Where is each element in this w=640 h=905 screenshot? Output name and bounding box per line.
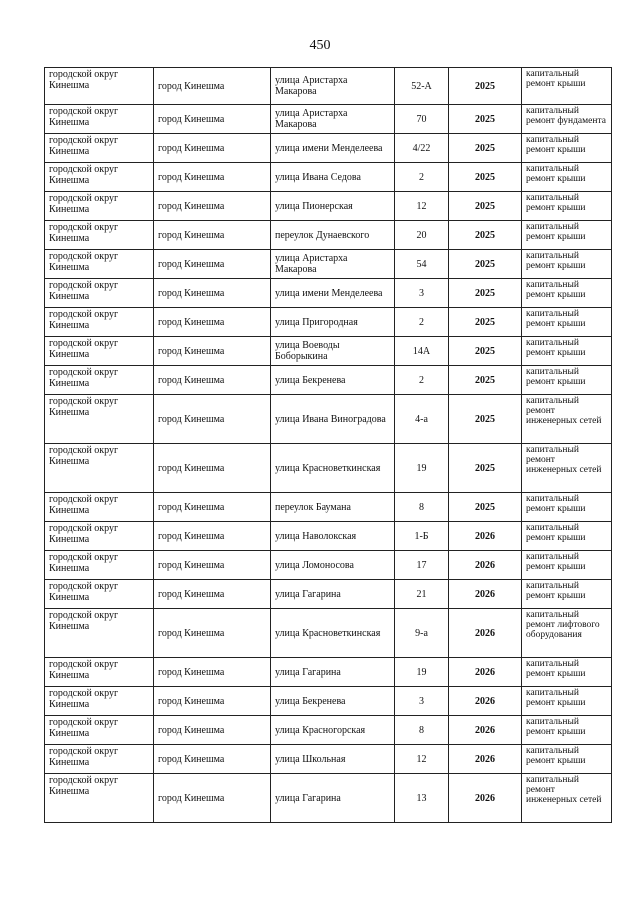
house-number-cell: 8 (395, 716, 449, 745)
city-cell: город Кинешма (154, 105, 271, 134)
district-cell: городской округ Кинешма (45, 250, 154, 279)
city-cell: город Кинешма (154, 609, 271, 658)
city-cell: город Кинешма (154, 745, 271, 774)
work-type-cell: капитальный ремонт крыши (522, 163, 612, 192)
district-cell: городской округ Кинешма (45, 580, 154, 609)
work-type-cell: капитальный ремонт крыши (522, 522, 612, 551)
table-row (45, 444, 612, 493)
table-row (45, 580, 612, 609)
repair-schedule-table (44, 67, 612, 823)
work-type-cell: капитальный ремонт крыши (522, 308, 612, 337)
city-cell: город Кинешма (154, 192, 271, 221)
table-row (45, 163, 612, 192)
district-cell: городской округ Кинешма (45, 279, 154, 308)
street-cell: улица имени Менделеева (271, 134, 395, 163)
city-cell: город Кинешма (154, 395, 271, 444)
work-type-cell: капитальный ремонт крыши (522, 192, 612, 221)
district-cell: городской округ Кинешма (45, 366, 154, 395)
city-cell: город Кинешма (154, 522, 271, 551)
table-row (45, 522, 612, 551)
work-type-cell: капитальный ремонт крыши (522, 658, 612, 687)
table-row (45, 192, 612, 221)
work-type-cell: капитальный ремонт фундамента (522, 105, 612, 134)
street-cell: переулок Баумана (271, 493, 395, 522)
work-type-cell: капитальный ремонт инженерных сетей (522, 444, 612, 493)
year-cell: 2025 (449, 134, 522, 163)
table-row (45, 279, 612, 308)
house-number-cell: 3 (395, 279, 449, 308)
year-cell: 2026 (449, 609, 522, 658)
house-number-cell: 14А (395, 337, 449, 366)
house-number-cell: 12 (395, 745, 449, 774)
house-number-cell: 4/22 (395, 134, 449, 163)
street-cell: улица Красноветкинская (271, 609, 395, 658)
district-cell: городской округ Кинешма (45, 68, 154, 105)
table-row (45, 105, 612, 134)
work-type-cell: капитальный ремонт крыши (522, 250, 612, 279)
table-row (45, 609, 612, 658)
house-number-cell: 19 (395, 444, 449, 493)
year-cell: 2025 (449, 192, 522, 221)
table-row (45, 774, 612, 823)
work-type-cell: капитальный ремонт крыши (522, 580, 612, 609)
city-cell: город Кинешма (154, 687, 271, 716)
city-cell: город Кинешма (154, 580, 271, 609)
work-type-cell: капитальный ремонт крыши (522, 68, 612, 105)
table-row (45, 493, 612, 522)
work-type-cell: капитальный ремонт крыши (522, 366, 612, 395)
table-row (45, 687, 612, 716)
work-type-cell: капитальный ремонт крыши (522, 493, 612, 522)
street-cell: улица Ломоносова (271, 551, 395, 580)
street-cell: улица Аристарха Макарова (271, 250, 395, 279)
year-cell: 2026 (449, 658, 522, 687)
district-cell: городской округ Кинешма (45, 493, 154, 522)
street-cell: улица Красноветкинская (271, 444, 395, 493)
year-cell: 2025 (449, 221, 522, 250)
table-row (45, 308, 612, 337)
house-number-cell: 70 (395, 105, 449, 134)
city-cell: город Кинешма (154, 250, 271, 279)
district-cell: городской округ Кинешма (45, 192, 154, 221)
work-type-cell: капитальный ремонт инженерных сетей (522, 774, 612, 823)
district-cell: городской округ Кинешма (45, 444, 154, 493)
work-type-cell: капитальный ремонт крыши (522, 337, 612, 366)
street-cell: улица Аристарха Макарова (271, 68, 395, 105)
work-type-cell: капитальный ремонт крыши (522, 221, 612, 250)
work-type-cell: капитальный ремонт инженерных сетей (522, 395, 612, 444)
work-type-cell: капитальный ремонт крыши (522, 279, 612, 308)
street-cell: улица Пионерская (271, 192, 395, 221)
district-cell: городской округ Кинешма (45, 687, 154, 716)
year-cell: 2025 (449, 68, 522, 105)
year-cell: 2025 (449, 279, 522, 308)
district-cell: городской округ Кинешма (45, 745, 154, 774)
district-cell: городской округ Кинешма (45, 551, 154, 580)
district-cell: городской округ Кинешма (45, 105, 154, 134)
year-cell: 2025 (449, 366, 522, 395)
year-cell: 2026 (449, 522, 522, 551)
district-cell: городской округ Кинешма (45, 774, 154, 823)
street-cell: улица Ивана Виноградова (271, 395, 395, 444)
work-type-cell: капитальный ремонт крыши (522, 716, 612, 745)
city-cell: город Кинешма (154, 658, 271, 687)
street-cell: улица Пригородная (271, 308, 395, 337)
table-row (45, 250, 612, 279)
city-cell: город Кинешма (154, 279, 271, 308)
city-cell: город Кинешма (154, 716, 271, 745)
year-cell: 2025 (449, 444, 522, 493)
page-number: 450 (309, 38, 331, 53)
district-cell: городской округ Кинешма (45, 163, 154, 192)
district-cell: городской округ Кинешма (45, 609, 154, 658)
table-row (45, 745, 612, 774)
work-type-cell: капитальный ремонт крыши (522, 745, 612, 774)
year-cell: 2026 (449, 580, 522, 609)
city-cell: город Кинешма (154, 444, 271, 493)
district-cell: городской округ Кинешма (45, 395, 154, 444)
street-cell: улица Бекренева (271, 366, 395, 395)
year-cell: 2026 (449, 551, 522, 580)
year-cell: 2025 (449, 105, 522, 134)
street-cell: улица Наволокская (271, 522, 395, 551)
house-number-cell: 19 (395, 658, 449, 687)
house-number-cell: 8 (395, 493, 449, 522)
city-cell: город Кинешма (154, 774, 271, 823)
table-row (45, 134, 612, 163)
house-number-cell: 13 (395, 774, 449, 823)
year-cell: 2025 (449, 308, 522, 337)
table-row (45, 68, 612, 105)
year-cell: 2026 (449, 774, 522, 823)
table-body (45, 68, 612, 823)
street-cell: улица Красногорская (271, 716, 395, 745)
district-cell: городской округ Кинешма (45, 134, 154, 163)
street-cell: улица Аристарха Макарова (271, 105, 395, 134)
city-cell: город Кинешма (154, 551, 271, 580)
table-row (45, 221, 612, 250)
year-cell: 2025 (449, 395, 522, 444)
house-number-cell: 9-а (395, 609, 449, 658)
street-cell: улица Гагарина (271, 580, 395, 609)
street-cell: улица Бекренева (271, 687, 395, 716)
district-cell: городской округ Кинешма (45, 337, 154, 366)
house-number-cell: 21 (395, 580, 449, 609)
house-number-cell: 12 (395, 192, 449, 221)
work-type-cell: капитальный ремонт лифтового оборудования (522, 609, 612, 658)
city-cell: город Кинешма (154, 221, 271, 250)
table-row (45, 658, 612, 687)
city-cell: город Кинешма (154, 493, 271, 522)
street-cell: улица Гагарина (271, 774, 395, 823)
house-number-cell: 3 (395, 687, 449, 716)
work-type-cell: капитальный ремонт крыши (522, 134, 612, 163)
table-row (45, 716, 612, 745)
house-number-cell: 52-А (395, 68, 449, 105)
district-cell: городской округ Кинешма (45, 522, 154, 551)
year-cell: 2026 (449, 687, 522, 716)
table-row (45, 366, 612, 395)
table-row (45, 395, 612, 444)
city-cell: город Кинешма (154, 163, 271, 192)
table-row (45, 337, 612, 366)
house-number-cell: 1-Б (395, 522, 449, 551)
year-cell: 2025 (449, 250, 522, 279)
house-number-cell: 2 (395, 308, 449, 337)
street-cell: улица имени Менделеева (271, 279, 395, 308)
year-cell: 2026 (449, 716, 522, 745)
year-cell: 2025 (449, 337, 522, 366)
house-number-cell: 54 (395, 250, 449, 279)
work-type-cell: капитальный ремонт крыши (522, 687, 612, 716)
house-number-cell: 4-а (395, 395, 449, 444)
house-number-cell: 2 (395, 163, 449, 192)
district-cell: городской округ Кинешма (45, 658, 154, 687)
street-cell: улица Школьная (271, 745, 395, 774)
street-cell: улица Гагарина (271, 658, 395, 687)
house-number-cell: 17 (395, 551, 449, 580)
city-cell: город Кинешма (154, 134, 271, 163)
city-cell: город Кинешма (154, 308, 271, 337)
city-cell: город Кинешма (154, 337, 271, 366)
work-type-cell: капитальный ремонт крыши (522, 551, 612, 580)
district-cell: городской округ Кинешма (45, 308, 154, 337)
year-cell: 2025 (449, 493, 522, 522)
house-number-cell: 2 (395, 366, 449, 395)
year-cell: 2025 (449, 163, 522, 192)
district-cell: городской округ Кинешма (45, 716, 154, 745)
house-number-cell: 20 (395, 221, 449, 250)
city-cell: город Кинешма (154, 366, 271, 395)
street-cell: переулок Дунаевского (271, 221, 395, 250)
street-cell: улица Воеводы Боборыкина (271, 337, 395, 366)
table-row (45, 551, 612, 580)
district-cell: городской округ Кинешма (45, 221, 154, 250)
street-cell: улица Ивана Седова (271, 163, 395, 192)
year-cell: 2026 (449, 745, 522, 774)
city-cell: город Кинешма (154, 68, 271, 105)
